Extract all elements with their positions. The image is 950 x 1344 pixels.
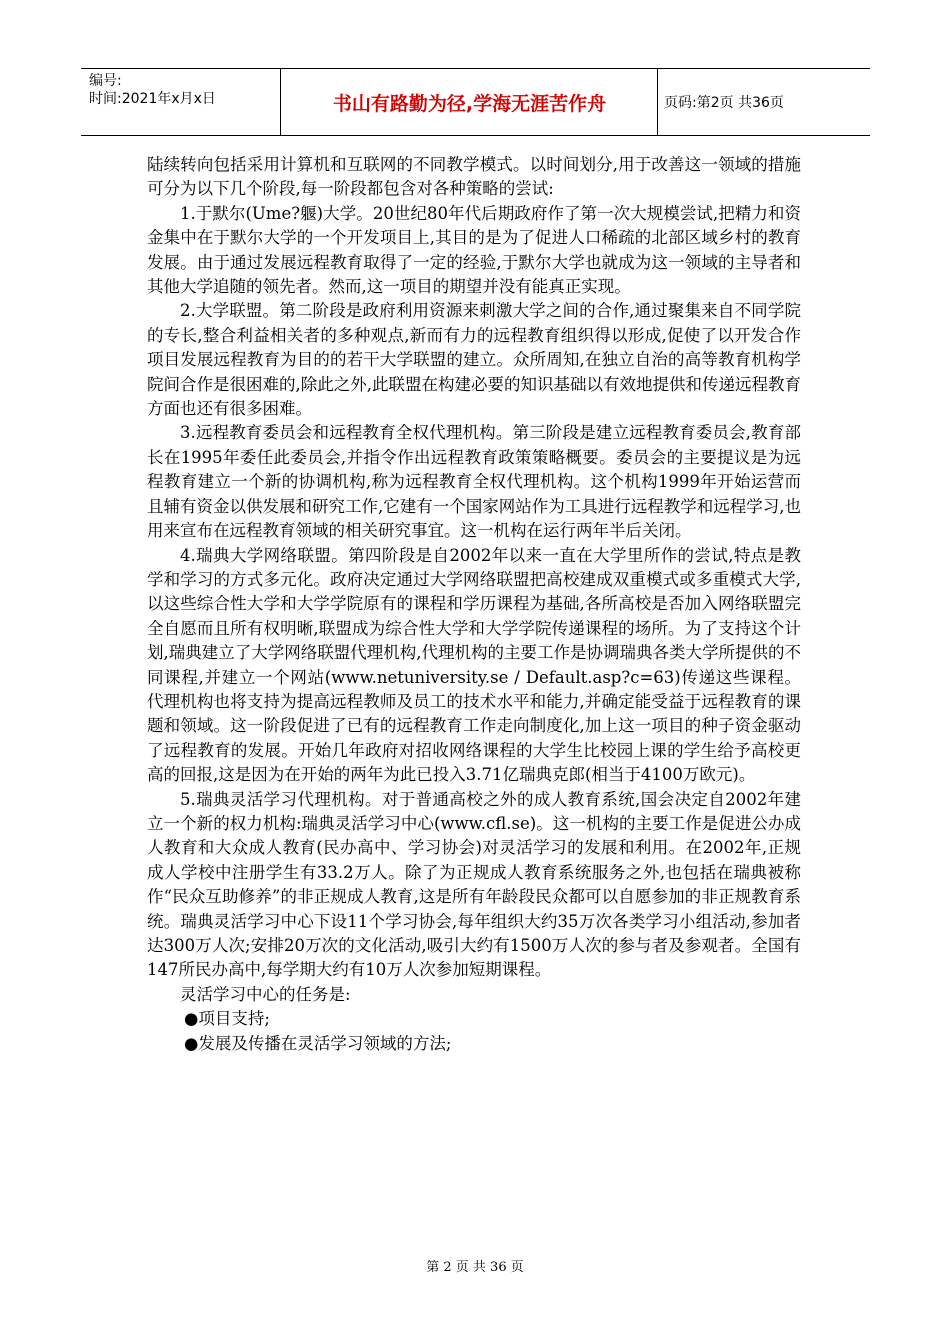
- bullet-item: ●项目支持;: [184, 1009, 270, 1029]
- paragraph-umea: 1.于默尔(Ume?躽)大学。20世纪80年代后期政府作了第一次大规模尝试,把精力和资金集中在于默尔大学的一个开发项目上,其目的是为了促进人口稀疏的北部区域乡村的教育发展。由于通过发展远程教育取得了一定的经验,于默尔大学也就成为这一领域的主导者和其他大学追随的领先者。然而,这一项目的期望并没有能真正实现。: [147, 203, 801, 297]
- paragraph-university-alliance: 2.大学联盟。第二阶段是政府利用资源来刺激大学之间的合作,通过聚集来自不同学院的专长,整合利益相关者的多种观点,新而有力的远程教育组织得以形成,促使了以开发合作项目发展远程教育为目的的若干大学联盟的建立。众所周知,在独立自治的高等教育机构学院间合作是很困难的,除此之外,此联盟在构建必要的知识基础以有效地提供和传递远程教育方面也还有很多困难。: [147, 301, 801, 419]
- code-label: 编号:: [89, 73, 122, 89]
- document-body: [147, 153, 801, 1056]
- paragraph-flexible-learning: 5.瑞典灵活学习代理机构。对于普通高校之外的成人教育系统,国会决定自2002年建立一个新的权力机构:瑞典灵活学习中心(www.cfl.se)。这一机构的主要工作是促进公办成人教育和大众成人教育(民办高中、学习协会)对灵活学习的发展和利用。在2002年,正规成人学校中注册学生有33.2万人。除了为正规成人教育系统服务之外,也包括在瑞典被称作“民众互助修养”的非正规成人教育,这是所有年龄段民众都可以自愿参加的非正规教育系统。瑞典灵活学习中心下设11个学习协会,每年组织大约35万次各类学习小组活动,参加者达300万人次;安排20万次的文化活动,吸引大约有1500万人次的参与者及参观者。全国有147所民办高中,每学期大约有10万人次参加短期课程。: [147, 789, 801, 980]
- paragraph-distance-committee: 3.远程教育委员会和远程教育全权代理机构。第三阶段是建立远程教育委员会,教育部长在1995年委任此委员会,并指令作出远程教育政策策略概要。委员会的主要提议是为远程教育建立一个新的协调机构,称为远程教育全权代理机构。这个机构1999年开始运营而且辅有资金以供发展和研究工作,它建有一个国家网站作为工具进行远程教学和远程学习,也用来宣布在远程教育领域的相关研究事宜。这一机构在运行两年半后关闭。: [147, 423, 801, 541]
- header-motto: 书山有路勤为径,学海无涯苦作舟: [282, 69, 658, 135]
- paragraph-intro: 陆续转向包括采用计算机和互联网的不同教学模式。以时间划分,用于改善这一领域的措施可分为以下几个阶段,每一阶段都包含对各种策略的尝试:: [147, 155, 801, 199]
- bullet-item: ●发展及传播在灵活学习领域的方法;: [184, 1033, 452, 1053]
- paragraph-tasks-heading: 灵活学习中心的任务是:: [180, 984, 351, 1004]
- paragraph-net-university: 4.瑞典大学网络联盟。第四阶段是自2002年以来一直在大学里所作的尝试,特点是教学和学习的方式多元化。政府决定通过大学网络联盟把高校建成双重模式或多重模式大学,以这些综合性大学和大学学院原有的课程和学历课程为基础,各所高校是否加入网络联盟完全自愿而且所有权明晰,联盟成为综合性大学和大学学院传递课程的场所。为了支持这个计划,瑞典建立了大学网络联盟代理机构,代理机构的主要工作是协调瑞典各类大学所提供的不同课程,并建立一个网站(www.netuniversity.se / Default.asp?c=63)传递这些课程。代理机构也将支持为提高远程教师及员工的技术水平和能力,并确定能受益于远程教育的课题和领域。这一阶段促进了已有的远程教育工作走向制度化,加上这一项目的种子资金驱动了远程教育的发展。开始几年政府对招收网络课程的大学生比校园上课的学生给予高校更高的回报,这是因为在开始的两年为此已投入3.71亿瑞典克郎(相当于4100万欧元)。: [147, 545, 801, 785]
- header-page-info: 页码:第2页 共36页: [664, 95, 784, 111]
- time-label: 时间:2021年x月x日: [89, 91, 216, 107]
- header-meta-cell: [81, 69, 281, 135]
- page-footer: 第 2 页 共 36 页: [426, 1260, 524, 1275]
- page-header: [81, 68, 870, 136]
